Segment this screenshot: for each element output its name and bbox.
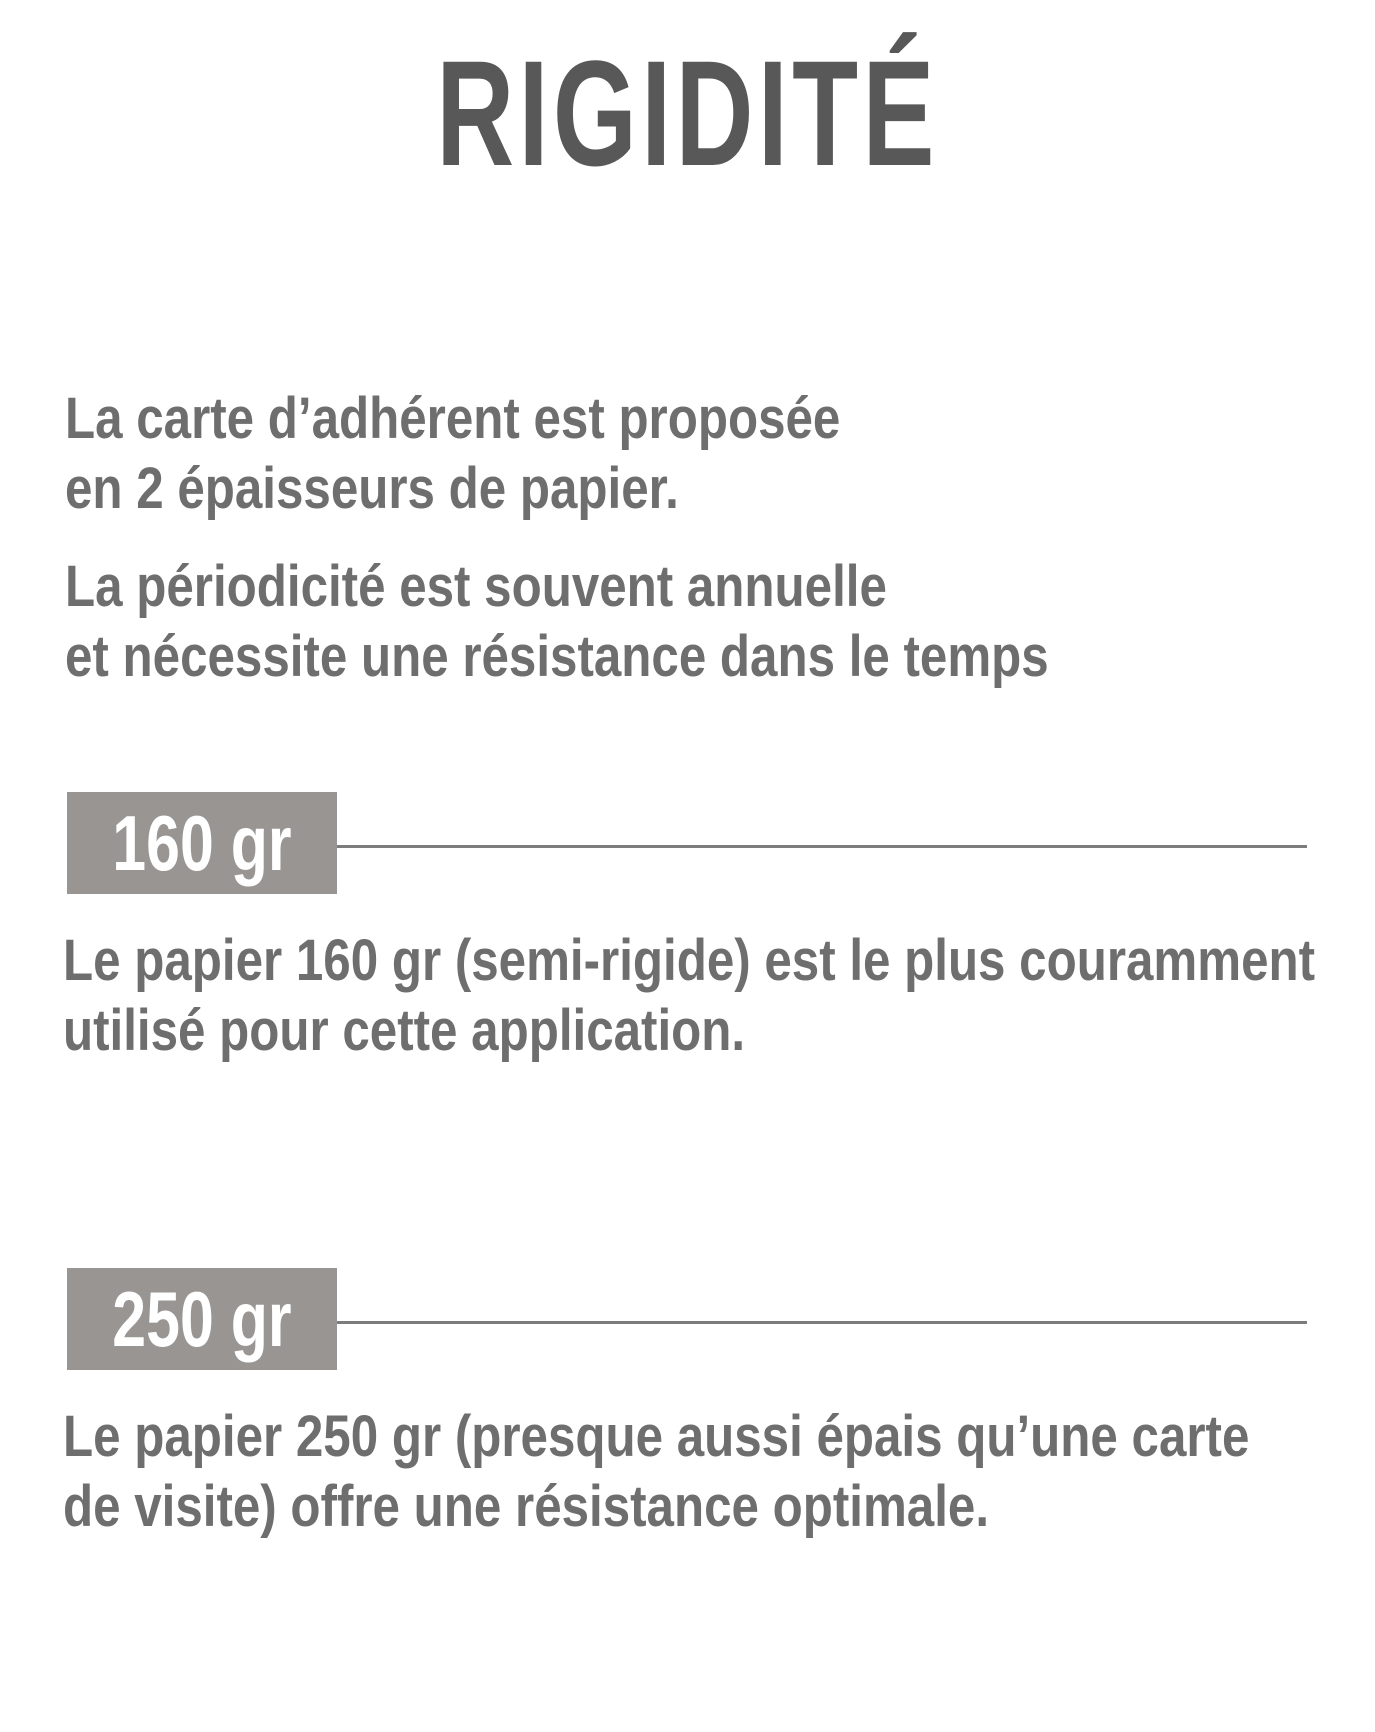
- weight-divider-160: [337, 845, 1307, 848]
- intro-paragraph-1: [65, 384, 840, 524]
- intro-paragraph-2-line-2: et nécessite une résistance dans le temps: [65, 624, 1049, 689]
- weight-description-250-line-1: Le papier 250 gr (presque aussi épais qu’une carte: [63, 1404, 1250, 1469]
- weight-section-250: [67, 1268, 1307, 1370]
- weight-description-250-line-2: de visite) offre une résistance optimale.: [63, 1474, 990, 1539]
- weight-section-160: [67, 792, 1307, 894]
- weight-description-160-line-2: utilisé pour cette application.: [63, 998, 746, 1063]
- weight-divider-250: [337, 1321, 1307, 1324]
- weight-label-250-text: 250 gr: [112, 1275, 292, 1363]
- weight-description-250: [63, 1402, 1249, 1542]
- weight-label-160: [67, 792, 337, 894]
- intro-paragraph-1-line-1: La carte d’adhérent est proposée: [65, 386, 841, 451]
- intro-paragraph-2: [65, 552, 1049, 692]
- intro-paragraph-2-line-1: La périodicité est souvent annuelle: [65, 554, 887, 619]
- intro-paragraph-1-line-2: en 2 épaisseurs de papier.: [65, 456, 679, 521]
- weight-description-160: [63, 926, 1315, 1066]
- weight-label-250: [67, 1268, 337, 1370]
- weight-description-160-line-1: Le papier 160 gr (semi-rigide) est le plus couramment: [63, 928, 1316, 993]
- weight-label-160-text: 160 gr: [112, 799, 292, 887]
- page-title: RIGIDITÉ: [436, 29, 939, 197]
